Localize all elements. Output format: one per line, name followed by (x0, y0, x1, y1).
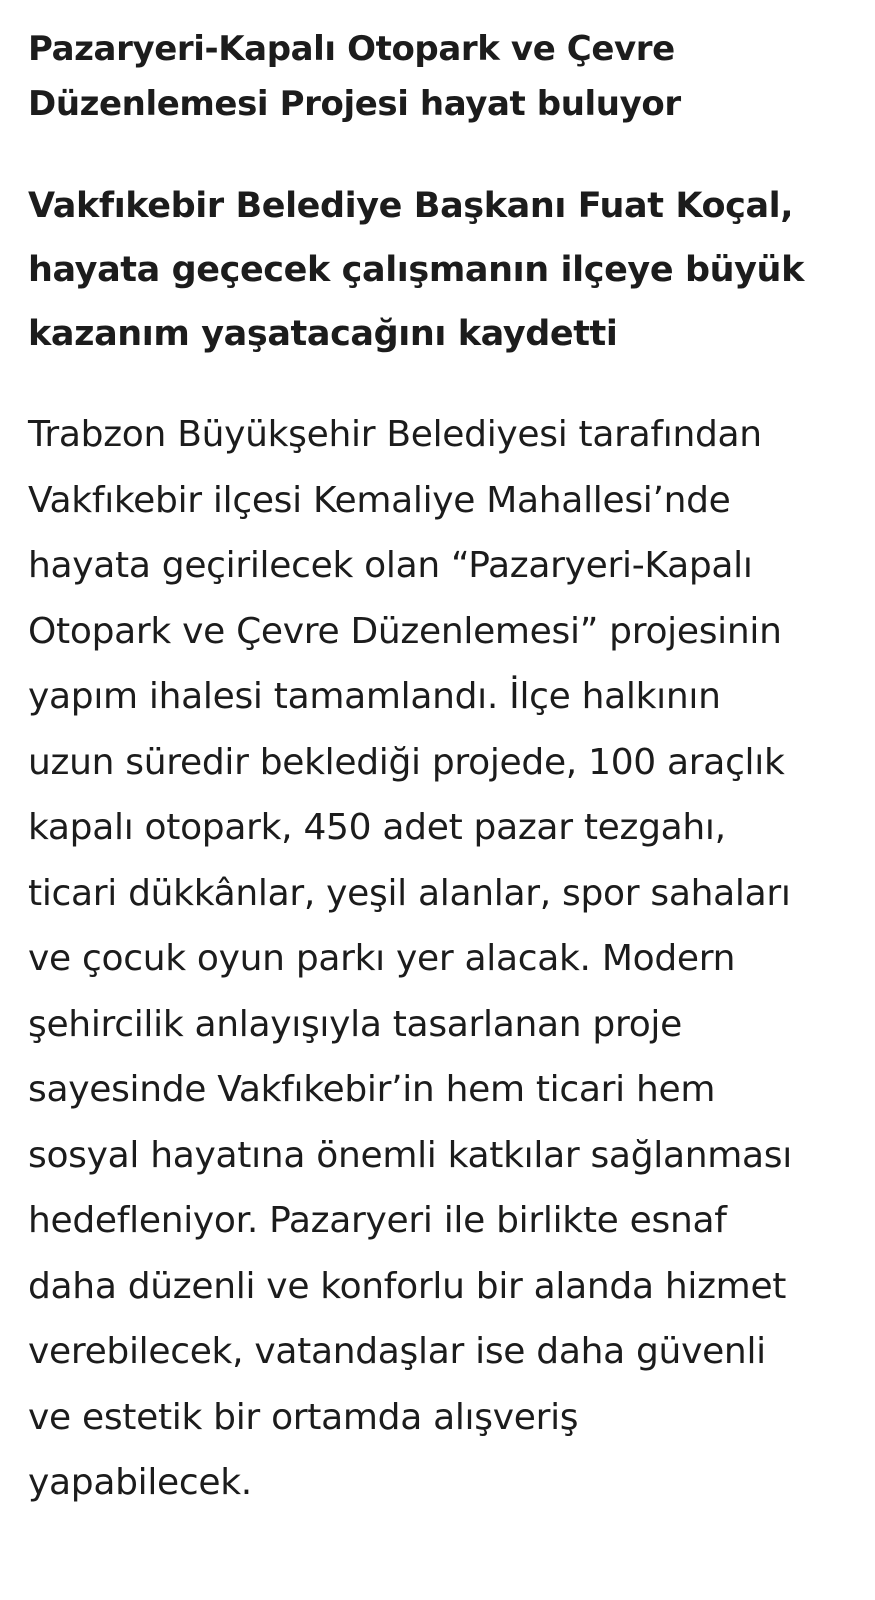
body-line: ve çocuk oyun parkı yer alacak. Modern (28, 938, 736, 979)
subtitle-line: Vakfıkebir Belediye Başkanı Fuat Koçal, (28, 186, 794, 226)
article-title (28, 22, 858, 132)
body-line: hayata geçirilecek olan “Pazaryeri-Kapalı (28, 545, 753, 586)
news-article (28, 22, 858, 1516)
subtitle-line: kazanım yaşatacağını kaydetti (28, 314, 618, 354)
body-line: verebilecek, vatandaşlar ise daha güvenli (28, 1331, 766, 1372)
body-line: sosyal hayatına önemli katkılar sağlanması (28, 1134, 792, 1176)
article-body (28, 402, 858, 1516)
body-line: Trabzon Büyükşehir Belediyesi tarafından (28, 414, 762, 455)
body-line: Vakfıkebir ilçesi Kemaliye Mahallesi’nde (28, 479, 731, 521)
body-line: yapabilecek. (28, 1462, 252, 1503)
body-line: ticari dükkânlar, yeşil alanlar, spor sahaları (28, 872, 791, 914)
body-line: hedefleniyor. Pazaryeri ile birlikte esnaf (28, 1200, 727, 1241)
body-line: şehircilik anlayışıyla tasarlanan proje (28, 1003, 682, 1045)
title-line: Düzenlemesi Projesi hayat buluyor (28, 84, 681, 124)
body-line: ve estetik bir ortamda alışveriş (28, 1396, 579, 1438)
article-subtitle (28, 174, 858, 366)
body-line: Otopark ve Çevre Düzenlemesi” projesinin (28, 610, 782, 652)
body-line: yapım ihalesi tamamlandı. İlçe halkının (28, 676, 721, 717)
subtitle-line: hayata geçecek çalışmanın ilçeye büyük (28, 250, 804, 290)
body-line: daha düzenli ve konforlu bir alanda hizmet (28, 1265, 787, 1307)
body-line: uzun süredir beklediği projede, 100 araçlık (28, 741, 785, 783)
title-line: Pazaryeri-Kapalı Otopark ve Çevre (28, 29, 675, 69)
body-line: sayesinde Vakfıkebir’in hem ticari hem (28, 1069, 716, 1110)
body-line: kapalı otopark, 450 adet pazar tezgahı, (28, 807, 726, 848)
